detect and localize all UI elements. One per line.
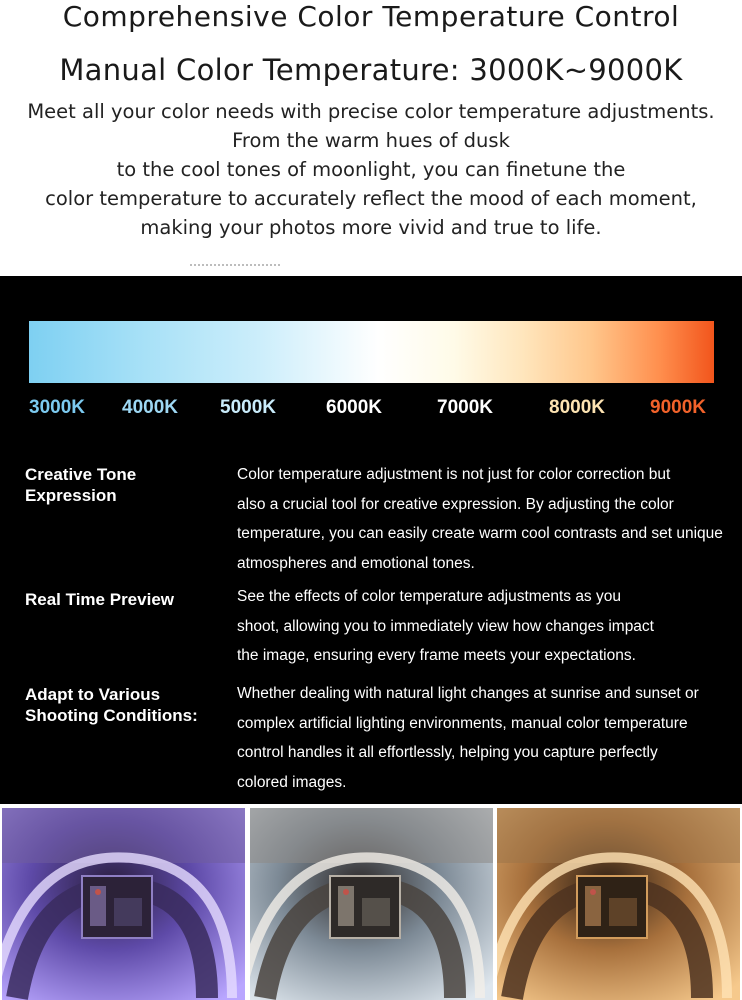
staircase-image xyxy=(497,808,740,1000)
feature-text-real-time-preview xyxy=(237,582,737,671)
feature-text-adapt-conditions xyxy=(237,679,737,797)
feature-title-text: Adapt to Various Shooting Conditions: xyxy=(25,685,198,725)
header xyxy=(0,0,742,276)
photo-warm-tone xyxy=(497,808,740,1000)
feature-title-text: Real Time Preview xyxy=(25,590,174,609)
feature-line: See the effects of color temperature adjustments as you xyxy=(237,588,621,605)
divider xyxy=(190,264,280,268)
feature-title-creative-tone xyxy=(25,464,225,506)
feature-title-text: Creative Tone Expression xyxy=(25,465,137,505)
feature-line: Whether dealing with natural light changes at sunrise and sunset or xyxy=(237,685,699,702)
temp-label-8000k: 8000K xyxy=(549,397,605,418)
staircase-image xyxy=(250,808,493,1000)
color-temperature-gradient xyxy=(29,321,714,383)
sample-photos xyxy=(0,808,742,1000)
feature-line: colored images. xyxy=(237,773,347,791)
feature-line: atmospheres and emotional tones. xyxy=(237,554,475,572)
feature-line: the image, ensuring every frame meets your expectations. xyxy=(237,647,636,664)
feature-panel xyxy=(0,276,742,804)
photo-neutral-tone xyxy=(250,808,493,1000)
intro-line: to the cool tones of moonlight, you can finetune the xyxy=(116,158,626,181)
intro-text xyxy=(0,97,742,242)
top-title: Comprehensive Color Temperature Control xyxy=(62,0,680,33)
feature-line: temperature, you can easily create warm cool contrasts and set unique xyxy=(237,525,723,542)
feature-line: also a crucial tool for creative expression. By adjusting the color xyxy=(237,495,674,513)
feature-line: control handles it all effortlessly, helping you capture perfectly xyxy=(237,744,658,761)
intro-line: Meet all your color needs with precise color temperature adjustments. xyxy=(27,100,715,123)
photo-cool-tone xyxy=(2,808,245,1000)
feature-line: Color temperature adjustment is not just for color correction but xyxy=(237,466,671,483)
intro-line: color temperature to accurately reflect the mood of each moment, xyxy=(45,187,697,210)
intro-line: From the warm hues of dusk xyxy=(232,129,510,152)
intro-line: making your photos more vivid and true to life. xyxy=(140,216,602,239)
feature-title-adapt-conditions xyxy=(25,684,225,726)
temp-label-7000k: 7000K xyxy=(437,397,493,418)
feature-line: shoot, allowing you to immediately view how changes impact xyxy=(237,617,654,635)
temp-label-4000k: 4000K xyxy=(122,397,178,418)
temp-label-6000k: 6000K xyxy=(326,397,382,418)
temp-label-9000k: 9000K xyxy=(650,397,706,418)
feature-title-real-time-preview xyxy=(25,589,225,610)
temp-label-5000k: 5000K xyxy=(220,397,276,418)
main-title: Manual Color Temperature: 3000K~9000K xyxy=(59,53,683,87)
staircase-image xyxy=(2,808,245,1000)
feature-line: complex artificial lighting environments, manual color temperature xyxy=(237,714,688,732)
temp-label-3000k: 3000K xyxy=(29,397,85,418)
feature-text-creative-tone xyxy=(237,460,737,578)
